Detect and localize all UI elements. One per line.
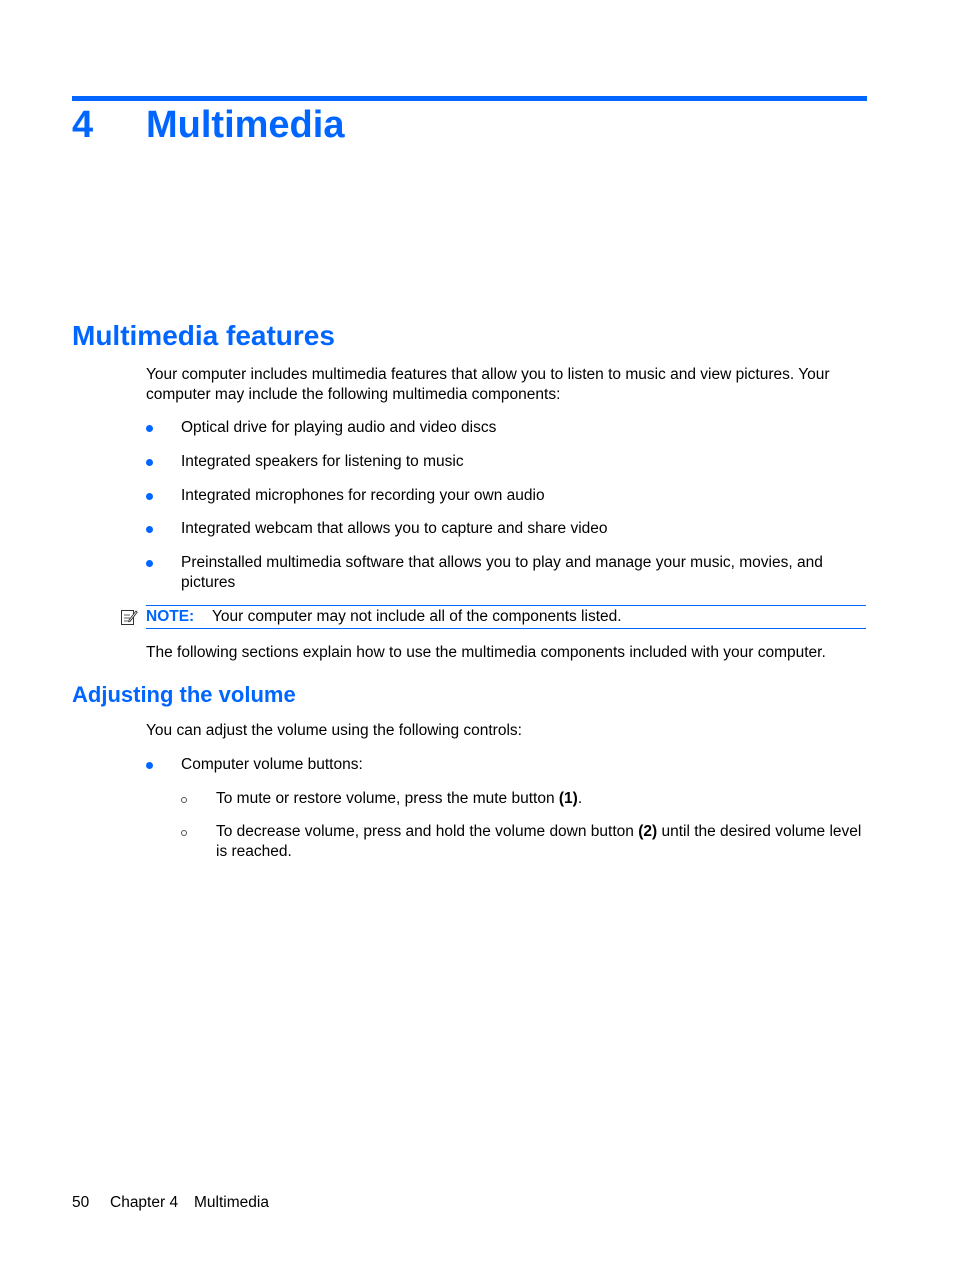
instruction-text: To mute or restore volume, press the mute button [216, 790, 559, 807]
note-text: Your computer may not include all of the components listed. [212, 608, 622, 625]
hollow-bullet-icon [181, 797, 187, 803]
instruction-text-end: until the desired volume level is reached. [216, 823, 862, 860]
hollow-bullet-icon [181, 830, 187, 836]
footer-chapter-ref: Chapter 4 [110, 1194, 179, 1211]
page-number: 50 [72, 1194, 90, 1211]
note-icon [120, 608, 138, 626]
list-item-text: Preinstalled multimedia software that allows you to play and manage your music, movies, and pictures [181, 554, 823, 591]
button-reference: (1) [558, 790, 578, 807]
section-intro: Your computer includes multimedia features that allow you to listen to music and view pictures. Your computer may include the following multimedia components: [146, 366, 830, 403]
chapter-number: 4 [72, 104, 94, 146]
bullet-icon [146, 762, 153, 769]
bullet-icon [146, 459, 153, 466]
footer-chapter-name: Multimedia [194, 1194, 269, 1211]
sub-list-item-text [216, 822, 866, 862]
section-outro: The following sections explain how to use the multimedia components included with your computer. [146, 644, 826, 661]
list-item-text: Optical drive for playing audio and video discs [181, 419, 497, 436]
page-footer [72, 1193, 269, 1213]
bullet-icon [146, 526, 153, 533]
sub-list-item-text [216, 789, 866, 809]
section-heading: Multimedia features [72, 320, 335, 351]
subsection-heading: Adjusting the volume [72, 682, 296, 707]
bullet-icon [146, 560, 153, 567]
button-reference: (2) [638, 823, 658, 840]
list-item-text: Computer volume buttons: [181, 756, 363, 773]
bullet-icon [146, 425, 153, 432]
note-box [146, 605, 866, 629]
bullet-icon [146, 493, 153, 500]
note-label: NOTE: [146, 608, 195, 625]
instruction-text-end: . [577, 790, 583, 807]
instruction-text: To decrease volume, press and hold the volume down button [216, 823, 639, 840]
chapter-title: Multimedia [146, 104, 345, 146]
subsection-intro: You can adjust the volume using the following controls: [146, 722, 522, 739]
list-item-text: Integrated speakers for listening to music [181, 453, 464, 470]
list-item-text: Integrated microphones for recording your own audio [181, 487, 545, 504]
list-item-text: Integrated webcam that allows you to capture and share video [181, 520, 608, 537]
